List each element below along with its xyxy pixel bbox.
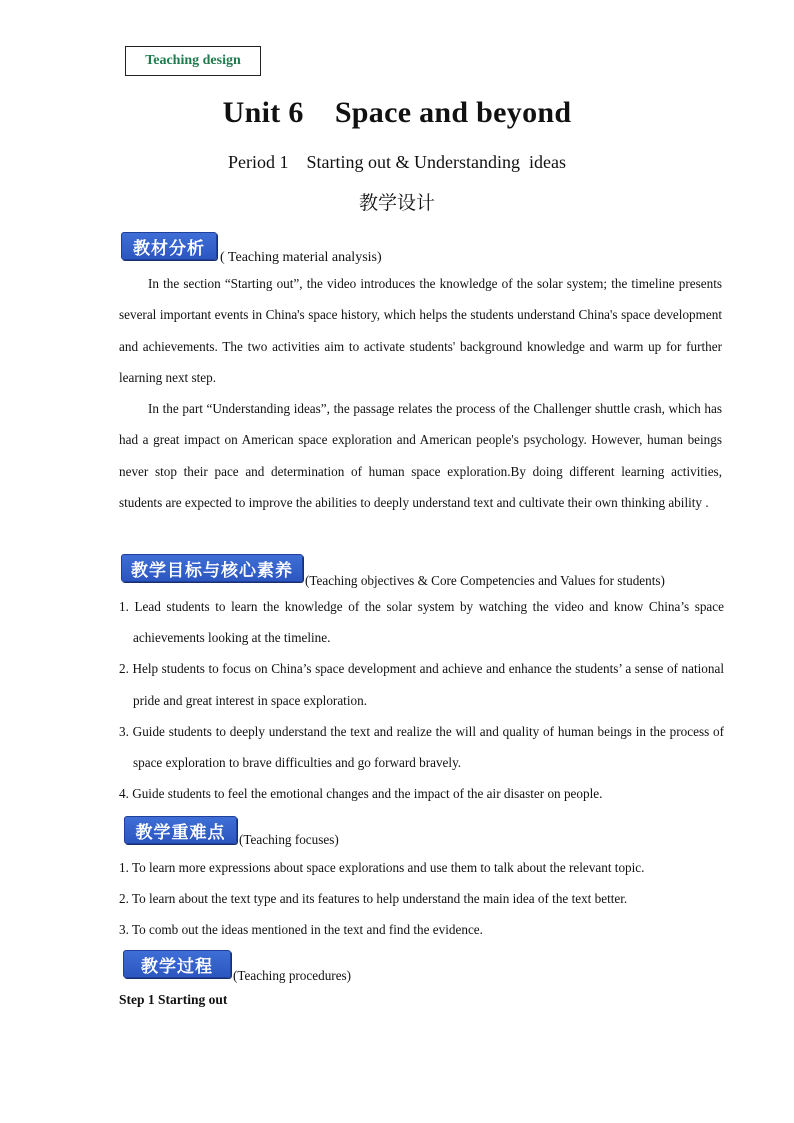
- list-item: 3. Guide students to deeply understand the text and realize the will and quality of human beings in the process of space exploration to brave difficulties and go forward bravely.: [119, 723, 724, 771]
- list-item: 2. To learn about the text type and its features to help understand the main idea of the text better.: [119, 891, 628, 907]
- focuses-list: [119, 852, 724, 946]
- focuses-badge: 教学重难点: [124, 816, 237, 844]
- unit-title: [0, 96, 794, 130]
- analysis-paragraph-2: In the part “Understanding ideas”, the passage relates the process of the Challenger shuttle crash, which has had a great impact on American space exploration and American people's psychology. However, human beings never stop their pace and determination of human space exploration.By doing different learning activities, students are expected to improve the abilities to deeply understand text and cultivate their own thinking ability .: [119, 401, 722, 510]
- procedures-label: (Teaching procedures): [233, 968, 352, 983]
- objectives-list: [119, 591, 724, 809]
- analysis-paragraph-1: In the section “Starting out”, the video introduces the knowledge of the solar system; the timeline presents several important events in China's space history, which helps the students understand China's space development and achievements. The two activities aim to activate students' background knowledge and warm up for further learning next step.: [119, 276, 722, 385]
- objectives-badge: 教学目标与核心素养: [121, 554, 303, 582]
- unit-title-text: Unit 6 Space and beyond: [222, 96, 572, 129]
- analysis-badge: 教材分析: [121, 232, 217, 260]
- procedures-badge: 教学过程: [123, 950, 231, 978]
- list-item: 2. Help students to focus on China’s space development and achieve and enhance the students’ a sense of national pride and great interest in space exploration.: [119, 661, 724, 708]
- period-subtitle: Period 1 Starting out & Understanding ideas: [228, 152, 566, 172]
- list-item: 4. Guide students to feel the emotional changes and the impact of the air disaster on people.: [119, 786, 603, 802]
- focuses-label: (Teaching focuses): [239, 832, 339, 847]
- step-heading: Step 1 Starting out: [119, 992, 228, 1007]
- objectives-label: (Teaching objectives & Core Competencies and Values for students): [305, 573, 665, 588]
- list-item: 1. Lead students to learn the knowledge of the solar system by watching the video and know China’s space achievements looking at the timeline.: [119, 599, 724, 646]
- list-item: 3. To comb out the ideas mentioned in the text and find the evidence.: [119, 922, 483, 938]
- list-item: 1. To learn more expressions about space explorations and use them to talk about the relevant topic.: [119, 860, 645, 875]
- chinese-title: 教学设计: [358, 192, 435, 214]
- teaching-design-tag: Teaching design: [125, 46, 261, 76]
- analysis-label: ( Teaching material analysis): [220, 250, 382, 265]
